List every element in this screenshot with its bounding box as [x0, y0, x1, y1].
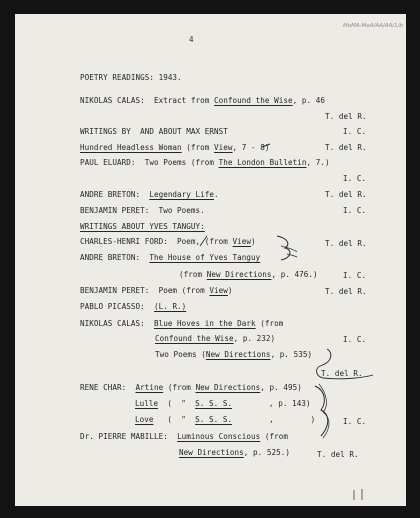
- text-segment: PAUL ELUARD: Two Poems (from: [80, 158, 219, 167]
- underlined-text: The London Bulletin: [218, 158, 307, 167]
- underlined-text: Confound the Wise: [214, 96, 293, 105]
- text-segment: , 7 - 8): [232, 143, 270, 152]
- text-segment: Dr. PIERRE MABILLE:: [80, 432, 178, 441]
- text-segment: ( ": [158, 399, 196, 408]
- underlined-text: New Directions: [205, 350, 271, 359]
- underlined-text: New Directions: [179, 448, 244, 457]
- text-segment: , p. 525.): [243, 448, 290, 457]
- text-segment: CHARLES-HENRI FORD: Poem, (from: [80, 237, 233, 246]
- text-segment: BENJAMIN PERET: Two Poems.: [80, 206, 205, 215]
- text-segment: (from: [260, 432, 288, 441]
- brace-mark: [315, 386, 328, 436]
- text-segment: ): [227, 286, 233, 295]
- text-segment: T. del R.: [317, 450, 359, 459]
- underlined-text: S. S. S.: [195, 415, 233, 424]
- underlined-text: New Directions: [206, 270, 272, 279]
- text-segment: Two Poems (: [155, 350, 206, 359]
- text-segment: T. del R.: [325, 112, 367, 121]
- underlined-text: View: [232, 237, 252, 246]
- pencil-tick-mark: [354, 489, 362, 500]
- archive-reference: MoMA-MoA/AA/AA/1/b: [343, 23, 403, 29]
- text-segment: , p. 535): [270, 350, 313, 359]
- handwritten-annotations: [15, 14, 406, 506]
- text-segment: .: [214, 190, 219, 199]
- text-segment: WRITINGS BY AND ABOUT MAX ERNST: [80, 127, 228, 136]
- text-segment: ( ": [153, 415, 196, 424]
- document-title: POETRY READINGS: 1943.: [80, 73, 182, 82]
- text-segment: NIKOLAS CALAS: Extract from: [80, 96, 215, 105]
- text-segment: I. C.: [343, 174, 367, 183]
- text-segment: , p. 143): [232, 399, 311, 408]
- text-segment: T. del R.: [325, 287, 367, 296]
- text-segment: T. del R.: [321, 369, 363, 378]
- underlined-text: S. S. S.: [195, 399, 233, 408]
- text-segment: NIKOLAS CALAS:: [80, 319, 154, 328]
- text-segment: ): [251, 237, 256, 246]
- underlined-text: (L. R.): [153, 302, 187, 311]
- underlined-text: View: [214, 143, 233, 152]
- text-segment: PABLO PICASSO:: [80, 302, 154, 311]
- text-segment: I. C.: [343, 417, 367, 426]
- underlined-text: View: [209, 286, 228, 295]
- text-segment: I. C.: [343, 206, 367, 215]
- text-segment: (from: [179, 270, 207, 279]
- underlined-text: Legendary Life: [149, 190, 215, 199]
- underlined-text: Blue Hoves in the Dark: [153, 319, 256, 328]
- underlined-text: Hundred Headless Woman: [80, 143, 182, 152]
- text-segment: (from: [163, 383, 196, 392]
- underlined-text: Artine: [135, 383, 164, 392]
- text-segment: I. C.: [343, 127, 367, 136]
- pencil-slash-mark: [200, 236, 207, 246]
- text-segment: ANDRE BRETON:: [80, 190, 150, 199]
- text-segment: I. C.: [343, 335, 367, 344]
- text-segment: BENJAMIN PERET: Poem (from: [80, 286, 210, 295]
- text-segment: I. C.: [343, 271, 367, 280]
- text-segment: T. del R.: [325, 143, 367, 152]
- brace-mark: [319, 384, 329, 438]
- text-segment: , ): [232, 415, 316, 424]
- page-number: 4: [189, 35, 194, 44]
- text-segment: (from: [255, 319, 284, 328]
- text-segment: , p. 495): [260, 383, 302, 392]
- text-segment: T. del R.: [325, 239, 367, 248]
- text-segment: RENE CHAR:: [80, 383, 136, 392]
- text-segment: (from: [181, 143, 215, 152]
- underlined-text: The House of Yves Tanguy: [149, 253, 261, 262]
- document-page: [15, 14, 406, 506]
- text-segment: ANDRE BRETON:: [80, 253, 150, 262]
- text-segment: , p. 476.): [271, 270, 318, 279]
- bracket-mark: [317, 349, 373, 379]
- text-segment: , p. 232): [233, 334, 276, 343]
- text-segment: , 7.): [306, 158, 330, 167]
- underlined-text: New Directions: [195, 383, 261, 392]
- underlined-text: Luminous Conscious: [177, 432, 261, 441]
- underlined-text: Confound the Wise: [155, 334, 234, 343]
- underlined-text: Love: [135, 415, 154, 424]
- text-segment: T. del R.: [325, 190, 367, 199]
- underlined-text: WRITINGS ABOUT YVES TANGUY:: [80, 222, 205, 231]
- pencil-dash-mark: [262, 144, 270, 147]
- text-segment: , p. 46: [292, 96, 325, 105]
- underlined-text: Lulle: [135, 399, 159, 408]
